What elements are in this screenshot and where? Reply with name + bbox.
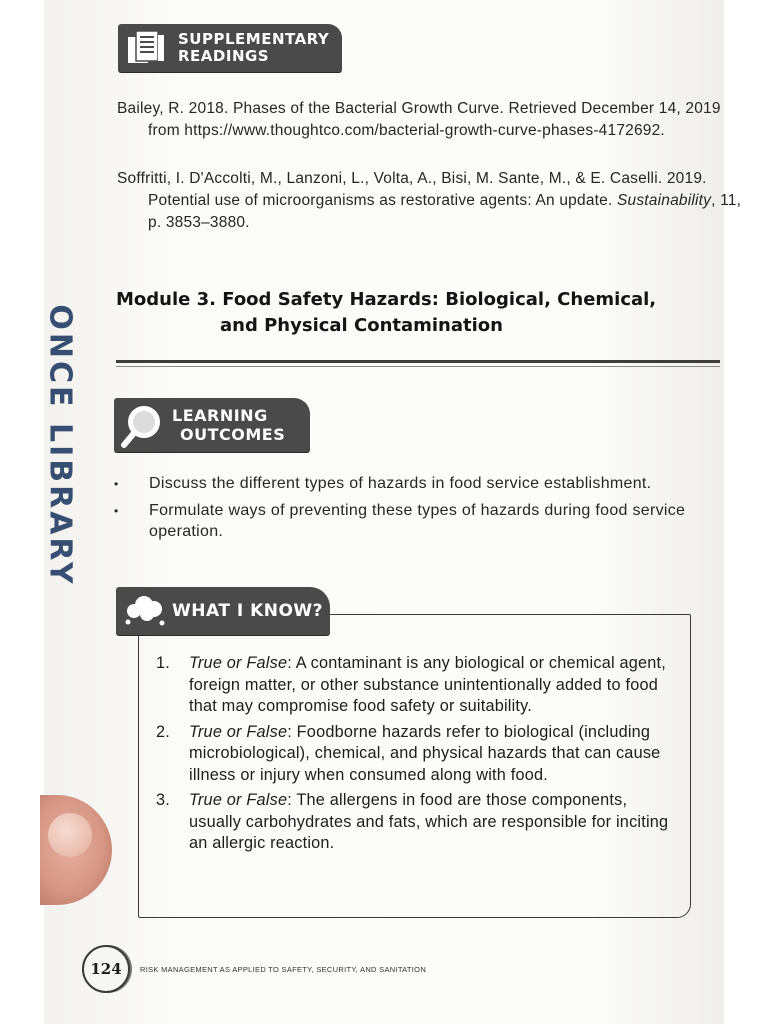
- list-item: • Formulate ways of preventing these types of hazards during food service operation.: [110, 500, 722, 542]
- thought-cloud-icon: [120, 591, 174, 631]
- question-number: 1.: [156, 654, 170, 672]
- learning-outcomes-list: [110, 473, 722, 548]
- what-i-know-badge: [116, 587, 330, 635]
- reference-text: Bailey, R. 2018. Phases of the Bacterial Growth Curve. Retrieved December 14, 2019 from https://www.thoughtco.com/bacterial-growth-curve-phases-4172692.: [117, 100, 721, 139]
- learning-badge-line1: LEARNING: [172, 406, 268, 425]
- question-item: [156, 722, 676, 787]
- page-footer: [82, 944, 682, 994]
- section-divider-thin: [116, 366, 720, 367]
- learning-outcomes-badge: [114, 398, 310, 452]
- supplementary-badge-line2: READINGS: [178, 47, 270, 65]
- side-text: ONCE LIBRARY: [42, 303, 78, 587]
- question-text: : The allergens in food are those components, usually carbohydrates and fats, which are responsible for inciting an allergic reaction.: [189, 791, 669, 852]
- running-title: RISK MANAGEMENT AS APPLIED TO SAFETY, SECURITY, AND SANITATION: [140, 964, 427, 974]
- reference-item: [117, 98, 752, 142]
- question-label: True or False: [189, 654, 288, 672]
- questions-list: [156, 653, 676, 859]
- section-divider: [116, 360, 720, 363]
- module-title-line1: Module 3. Food Safety Hazards: Biological, Chemical,: [116, 289, 657, 310]
- question-label: True or False: [189, 791, 288, 809]
- reference-item: [117, 168, 752, 234]
- learning-badge-line2: OUTCOMES: [180, 425, 286, 444]
- question-label: True or False: [189, 722, 288, 741]
- list-item: • Discuss the different types of hazards in food service establishment.: [110, 473, 722, 494]
- magnifier-icon: [120, 400, 170, 450]
- fingernail: [48, 813, 92, 857]
- documents-icon: [124, 27, 172, 69]
- question-text: : Foodborne hazards refer to biological (including microbiological), chemical, and physical hazards that can cause illness or injury when consumed along with food.: [189, 722, 661, 784]
- what-i-know-title: WHAT I KNOW?: [172, 600, 324, 621]
- question-item: [156, 653, 676, 718]
- question-item: [156, 790, 676, 855]
- supplementary-badge-line1: SUPPLEMENTARY: [178, 30, 330, 48]
- reference-text-end: , 11, p. 3853–3880.: [148, 192, 742, 231]
- question-number: 3.: [156, 791, 170, 809]
- module-title-line2: and Physical Contamination: [220, 315, 503, 336]
- supplementary-readings-badge: [118, 24, 342, 72]
- module-title: [116, 287, 716, 339]
- reference-text: Soffritti, I. D'Accolti, M., Lanzoni, L., Volta, A., Bisi, M. Sante, M., & E. Caselli. 2019. Potential use of microorganisms as restorative agents: An update.: [117, 170, 707, 209]
- page-number: 124: [82, 945, 130, 993]
- question-text: : A contaminant is any biological or chemical agent, foreign matter, or other substance unintentionally added to food that may compromise food safety or suitability.: [189, 654, 666, 715]
- question-number: 2.: [156, 722, 170, 741]
- side-vertical-text: [40, 280, 80, 610]
- reference-journal: Sustainability: [616, 192, 712, 209]
